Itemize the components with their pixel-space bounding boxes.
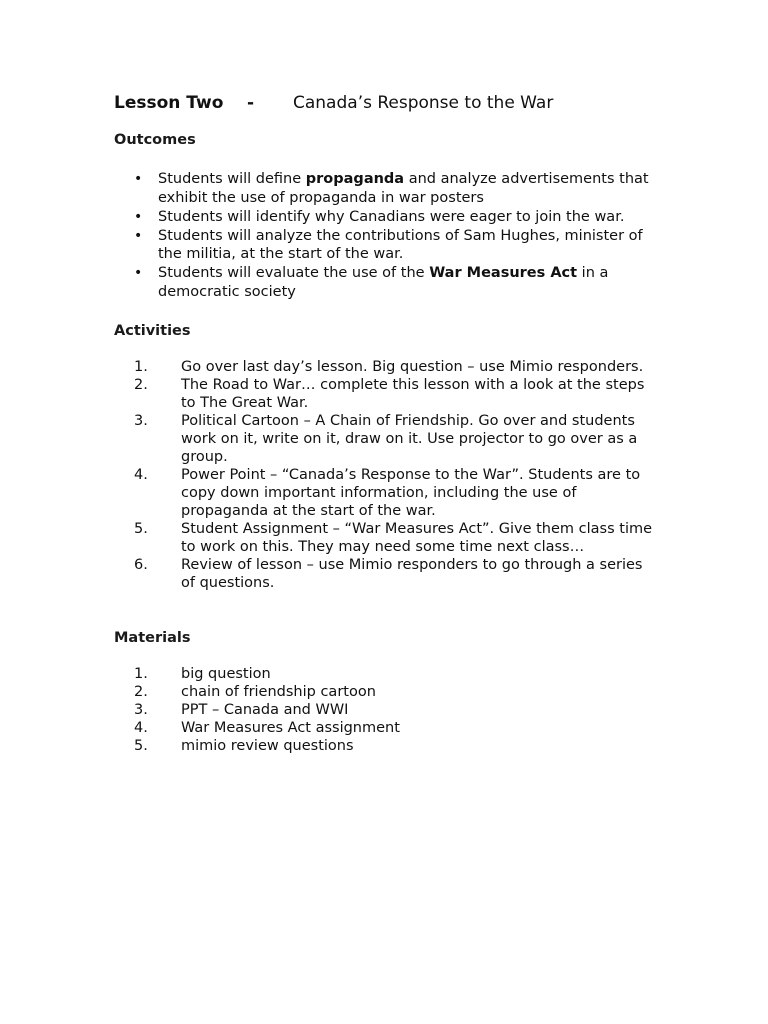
- material-number: 5.: [134, 738, 148, 754]
- activities-list: [134, 358, 654, 592]
- activity-number: 4.: [134, 467, 148, 483]
- material-text: PPT – Canada and WWI: [181, 702, 349, 718]
- outcome-text-before: Students will analyze the contributions of Sam Hughes, minister of the militia, at the start of the war.: [158, 227, 643, 262]
- materials-list: [134, 665, 654, 755]
- outcome-item: [134, 227, 654, 264]
- outcome-keyword: propaganda: [305, 171, 405, 187]
- bullet-icon: •: [134, 208, 143, 225]
- lesson-number: Lesson Two: [114, 93, 224, 113]
- activity-number: 3.: [134, 413, 148, 429]
- activity-text: Political Cartoon – A Chain of Friendship. Go over and students work on it, write on it, draw on it. Use projector to go over as a group.: [181, 413, 638, 465]
- activity-number: 5.: [134, 521, 148, 537]
- activities-heading: Activities: [114, 323, 191, 339]
- bullet-icon: •: [134, 265, 143, 281]
- material-number: 3.: [134, 702, 148, 718]
- activity-number: 2.: [134, 377, 148, 393]
- outcome-item: [134, 170, 654, 207]
- activity-item: [134, 376, 654, 412]
- lesson-topic: Canada’s Response to the War: [293, 93, 554, 113]
- material-text: big question: [181, 666, 271, 682]
- material-item: [134, 719, 654, 737]
- activity-text: Go over last day’s lesson. Big question – use Mimio responders.: [181, 359, 644, 375]
- outcome-text-before: Students will evaluate the use of the: [158, 265, 430, 281]
- outcome-item: [134, 264, 654, 301]
- materials-heading: Materials: [114, 630, 191, 646]
- activity-item: [134, 556, 654, 592]
- material-number: 2.: [134, 684, 148, 700]
- title-dash: -: [247, 93, 255, 113]
- outcome-text-after: in a democratic society: [158, 265, 609, 300]
- outcome-text-after: and analyze advertisements that exhibit the use of propaganda in war posters: [158, 171, 649, 206]
- material-item: [134, 683, 654, 701]
- activity-item: [134, 412, 654, 466]
- outcome-keyword: War Measures Act: [429, 265, 578, 281]
- material-item: [134, 701, 654, 719]
- activity-item: [134, 466, 654, 520]
- activity-item: [134, 358, 654, 376]
- outcome-text-before: Students will identify why Canadians were eager to join the war.: [158, 208, 625, 225]
- activity-number: 1.: [134, 359, 148, 375]
- material-text: mimio review questions: [181, 738, 354, 754]
- material-item: [134, 665, 654, 683]
- outcomes-list: [134, 170, 654, 302]
- activity-text: Power Point – “Canada’s Response to the War”. Students are to copy down important information, including the use of propaganda at the start of the war.: [181, 467, 641, 519]
- activity-number: 6.: [134, 557, 148, 573]
- bullet-icon: •: [134, 227, 143, 244]
- material-text: chain of friendship cartoon: [181, 684, 376, 700]
- activity-text: The Road to War… complete this lesson with a look at the steps to The Great War.: [181, 377, 645, 411]
- activity-item: [134, 520, 654, 556]
- bullet-icon: •: [134, 171, 143, 187]
- outcome-text-before: Students will define: [158, 171, 306, 187]
- outcomes-heading: Outcomes: [114, 132, 196, 148]
- material-item: [134, 737, 654, 755]
- page-title: [114, 92, 553, 114]
- activity-text: Review of lesson – use Mimio responders to go through a series of questions.: [181, 557, 643, 591]
- activity-text: Student Assignment – “War Measures Act”. Give them class time to work on this. They may need some time next class…: [181, 521, 653, 555]
- material-number: 1.: [134, 666, 148, 682]
- outcome-item: [134, 208, 654, 227]
- material-text: War Measures Act assignment: [181, 720, 400, 736]
- material-number: 4.: [134, 720, 148, 736]
